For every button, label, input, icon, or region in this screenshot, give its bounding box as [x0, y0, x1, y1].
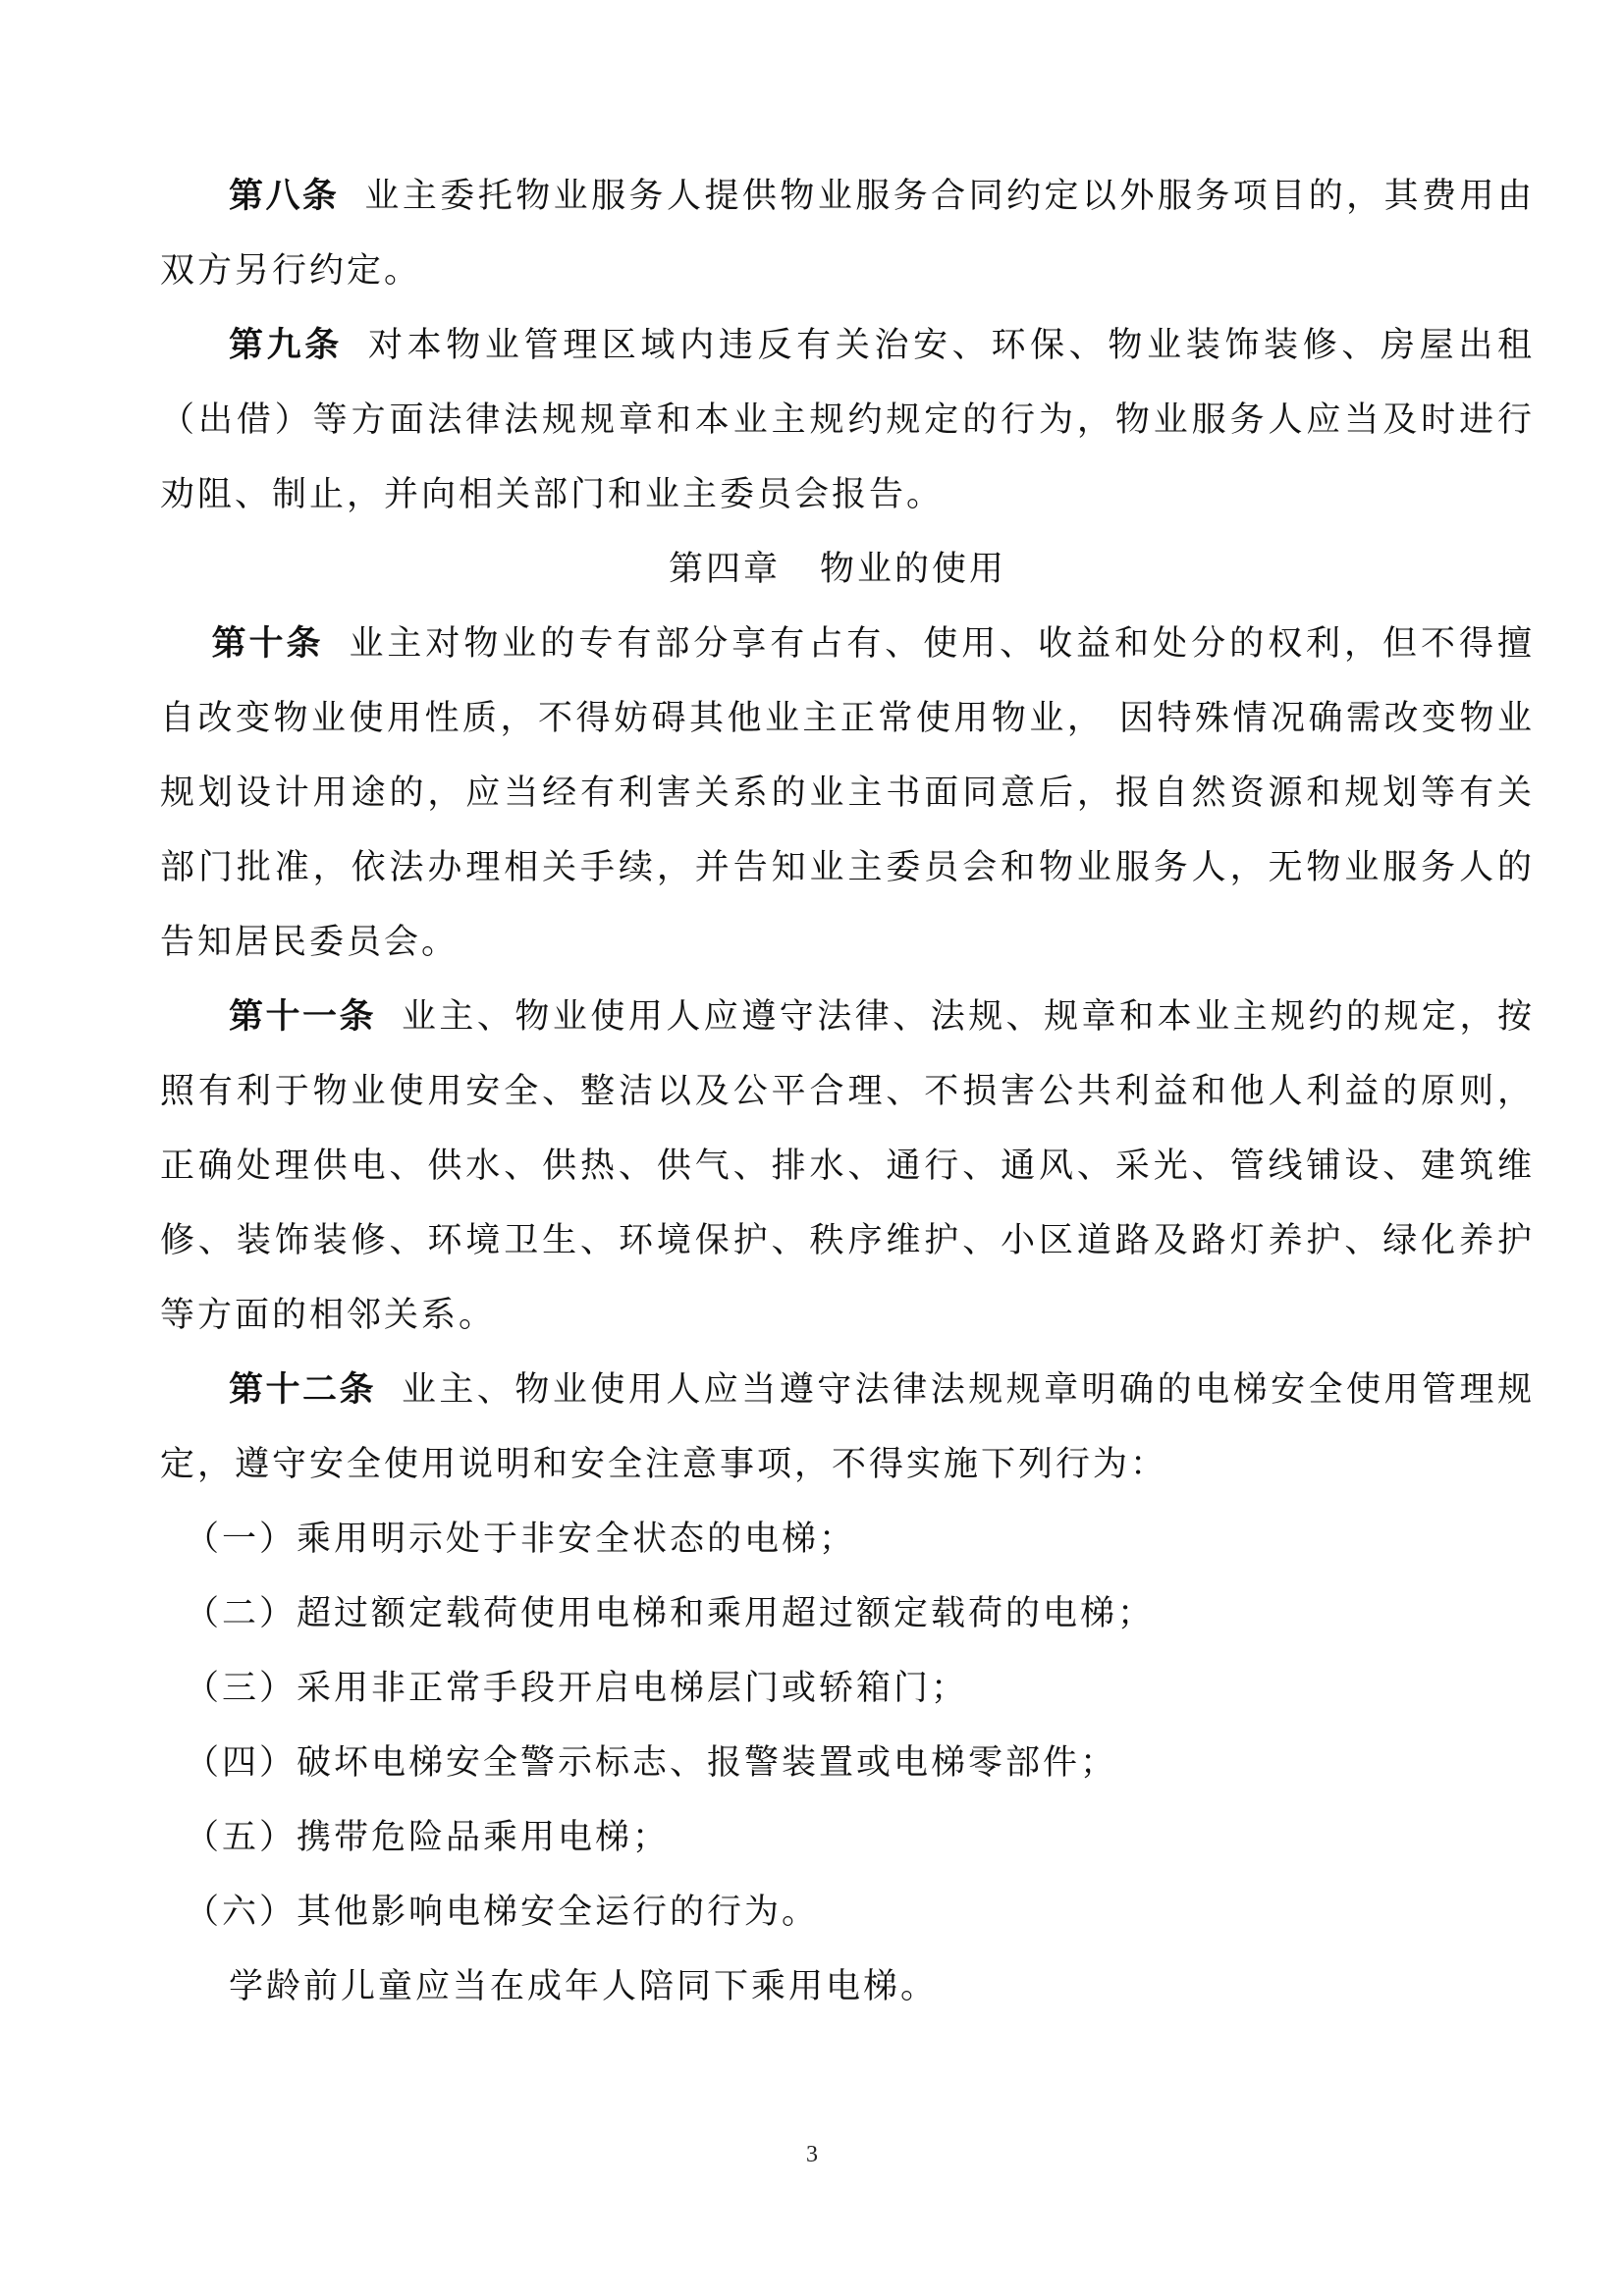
- article-12-body: 业主、物业使用人应当遵守法律法规规章明确的电梯安全使用管理规定，遵守安全使用说明和安全注意事项，不得实施下列行为：: [160, 1370, 1535, 1484]
- article-10: [160, 607, 1535, 980]
- article-11-heading: 第十一条: [229, 996, 376, 1037]
- article-10-body: 业主对物业的专有部分享有占有、使用、收益和处分的权利，但不得擅自改变物业使用性质，不得妨碍其他业主正常使用物业， 因特殊情况确需改变物业规划设计用途的，应当经有利害关系的业主书面同意后，报自然资源和规划等有关部门批准，依法办理相关手续，并告知业主委员会和物业服务人，无物业服务人的告知居民委员会。: [160, 624, 1535, 962]
- article-8-body: 业主委托物业服务人提供物业服务合同约定以外服务项目的，其费用由双方另行约定。: [160, 177, 1535, 291]
- list-item: （六）其他影响电梯安全运行的行为。: [185, 1893, 820, 1932]
- chapter-heading: [160, 532, 1535, 607]
- list-item: （四）破坏电梯安全警示标志、报警装置或电梯零部件；: [185, 1743, 1118, 1783]
- chapter-title: 物业的使用: [820, 550, 1007, 589]
- body-text: [160, 159, 1535, 2024]
- page-number: 3: [806, 2142, 818, 2167]
- article-9-heading: 第九条: [229, 325, 343, 365]
- article-10-heading: 第十条: [211, 623, 324, 664]
- article-9: [160, 308, 1535, 532]
- article-12-heading: 第十二条: [229, 1369, 376, 1410]
- list-item: （五）携带危险品乘用电梯；: [185, 1818, 671, 1857]
- article-11-body: 业主、物业使用人应遵守法律、法规、规章和本业主规约的规定，按照有利于物业使用安全、整洁以及公平合理、不损害公共利益和他人利益的原则，正确处理供电、供水、供热、供气、排水、通行、通风、采光、管线铺设、建筑维修、装饰装修、环境卫生、环境保护、秩序维护、小区道路及路灯养护、绿化养护等方面的相邻关系。: [160, 997, 1535, 1335]
- article-12: [160, 1353, 1535, 1502]
- article-12-closing: 学龄前儿童应当在成年人陪同下乘用电梯。: [229, 1967, 939, 2006]
- article-8-heading: 第八条: [229, 176, 340, 216]
- article-8: [160, 159, 1535, 308]
- list-item: （一）乘用明示处于非安全状态的电梯；: [185, 1520, 857, 1559]
- chapter-number: 第四章: [668, 550, 781, 589]
- list-item: （三）采用非正常手段开启电梯层门或轿箱门；: [185, 1669, 969, 1708]
- list-item: （二）超过额定载荷使用电梯和乘用超过额定载荷的电梯；: [185, 1594, 1156, 1633]
- article-9-body: 对本物业管理区域内违反有关治安、环保、物业装饰装修、房屋出租（出借）等方面法律法规规章和本业主规约规定的行为，物业服务人应当及时进行劝阻、制止，并向相关部门和业主委员会报告。: [160, 326, 1535, 514]
- article-11: [160, 980, 1535, 1353]
